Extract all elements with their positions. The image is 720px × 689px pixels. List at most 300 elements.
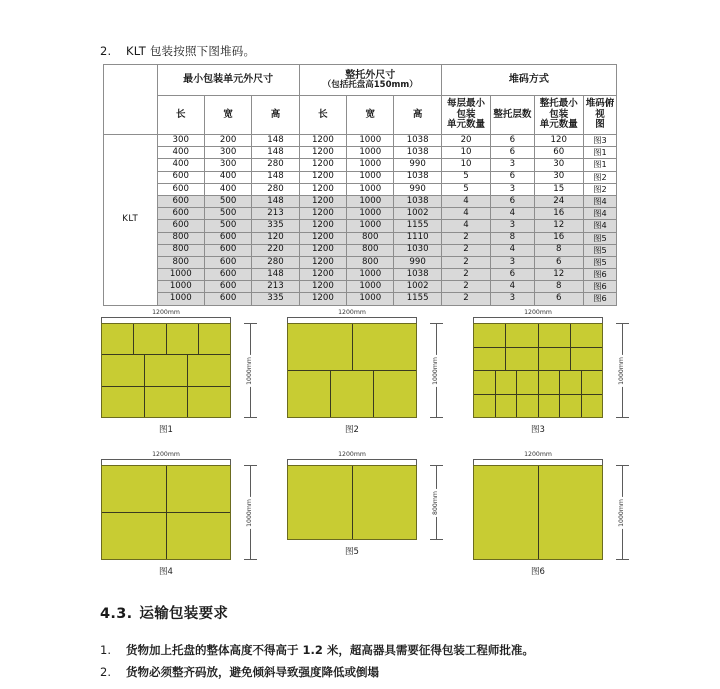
pallet-row: [474, 348, 602, 372]
width-dimension: [287, 452, 417, 465]
pallet-box: [496, 395, 518, 418]
cell-pallet-height: 1002: [394, 281, 441, 293]
cell-units-per-layer: 5: [441, 171, 490, 183]
pallet-box: [167, 466, 231, 512]
cell-units-per-layer: 2: [441, 232, 490, 244]
pallet-top-view: [101, 323, 231, 418]
cell-unit-length: 600: [157, 171, 204, 183]
cell-units-per-layer: 10: [441, 159, 490, 171]
cell-unit-width: 500: [204, 195, 251, 207]
cell-pallet-height: 1038: [394, 171, 441, 183]
cell-unit-length: 600: [157, 183, 204, 195]
pallet-box: [474, 395, 496, 418]
pallet-row: [474, 324, 602, 348]
cell-pallet-height: 990: [394, 183, 441, 195]
cell-pallet-height: 1110: [394, 232, 441, 244]
header-group-pallet-size-line1: 整托外尺寸: [345, 69, 396, 81]
cell-figure-ref: 图5: [583, 244, 616, 256]
header-units-per-layer: [441, 96, 490, 135]
height-tick-bottom: [616, 417, 629, 418]
cell-units-per-layer: 2: [441, 293, 490, 305]
cell-unit-height: 280: [252, 183, 299, 195]
diagram-4: [95, 452, 281, 577]
section-title: 运输包装要求: [139, 606, 229, 622]
width-dimension-label: 1200mm: [287, 309, 417, 317]
cell-layer-count: 3: [491, 256, 534, 268]
header-group-pallet-size-line2: （包括托盘高150mm）: [322, 79, 418, 90]
pallet-box: [102, 387, 145, 417]
header-stack-topview: [583, 96, 616, 135]
list-item-text: 货物加上托盘的整体高度不得高于 1.2 米，超高器具需要征得包装工程师批准。: [126, 643, 534, 657]
cell-unit-width: 400: [204, 183, 251, 195]
cell-units-per-pallet: 8: [534, 244, 583, 256]
pallet-box: [582, 371, 603, 394]
diagram-caption: 图5: [345, 547, 359, 557]
pallet-box: [102, 355, 145, 385]
list-item: [100, 640, 700, 662]
cell-pallet-height: 1038: [394, 135, 441, 147]
diagram-caption: 图1: [159, 425, 173, 435]
cell-unit-width: 200: [204, 135, 251, 147]
cell-unit-height: 148: [252, 135, 299, 147]
cell-unit-length: 1000: [157, 281, 204, 293]
cell-unit-height: 280: [252, 256, 299, 268]
pallet-box: [288, 324, 353, 370]
cell-units-per-layer: 2: [441, 244, 490, 256]
cell-figure-ref: 图6: [583, 281, 616, 293]
cell-figure-ref: 图3: [583, 135, 616, 147]
cell-unit-height: 335: [252, 293, 299, 305]
pallet-box: [571, 348, 602, 371]
cell-units-per-pallet: 15: [534, 183, 583, 195]
cell-unit-height: 213: [252, 281, 299, 293]
cell-layer-count: 4: [491, 244, 534, 256]
cell-pallet-length: 1200: [299, 147, 346, 159]
header-pallet-height: 高: [394, 96, 441, 135]
cell-pallet-height: 990: [394, 159, 441, 171]
pallet-row: [288, 371, 416, 417]
table-row: [104, 147, 617, 159]
diagram-1: [95, 310, 281, 435]
height-dimension-label: 800mm: [431, 490, 439, 515]
cell-units-per-pallet: 12: [534, 269, 583, 281]
cell-unit-length: 600: [157, 208, 204, 220]
cell-pallet-height: 1038: [394, 269, 441, 281]
height-tick-top: [244, 323, 257, 324]
cell-figure-ref: 图5: [583, 256, 616, 268]
height-tick-bottom: [430, 539, 443, 540]
height-tick-top: [430, 465, 443, 466]
cell-pallet-width: 1000: [347, 135, 394, 147]
cell-pallet-width: 1000: [347, 220, 394, 232]
width-dimension-label: 1200mm: [287, 451, 417, 459]
pallet-box: [539, 395, 561, 418]
height-dimension-label: 1000mm: [617, 356, 625, 385]
diagram-inner: [287, 310, 447, 435]
cell-layer-count: 6: [491, 171, 534, 183]
height-dimension: [243, 323, 257, 418]
pallet-box: [145, 387, 188, 417]
pallet-box: [560, 395, 582, 418]
cell-units-per-pallet: 30: [534, 159, 583, 171]
pallet-box: [506, 348, 538, 371]
cell-layer-count: 6: [491, 269, 534, 281]
cell-figure-ref: 图4: [583, 208, 616, 220]
height-dimension-label: 1000mm: [431, 356, 439, 385]
pallet-box: [102, 466, 167, 512]
cell-unit-width: 600: [204, 232, 251, 244]
header-unit-height: 高: [252, 96, 299, 135]
table-sub-header-row: [104, 96, 617, 135]
cell-pallet-width: 1000: [347, 171, 394, 183]
cell-unit-width: 300: [204, 159, 251, 171]
width-dimension-label: 1200mm: [473, 451, 603, 459]
cell-units-per-layer: 10: [441, 147, 490, 159]
klt-packaging-spec-table: [103, 64, 617, 306]
cell-layer-count: 3: [491, 220, 534, 232]
width-dimension-label: 1200mm: [101, 451, 231, 459]
header-units-per-pallet-line1: 整托最小: [539, 98, 578, 110]
cell-unit-width: 600: [204, 293, 251, 305]
cell-pallet-length: 1200: [299, 293, 346, 305]
list-item-number: 2.: [100, 664, 111, 679]
cell-unit-length: 800: [157, 244, 204, 256]
cell-pallet-length: 1200: [299, 159, 346, 171]
header-stack-topview-line1: 堆码俯视: [585, 98, 615, 120]
table-row: [104, 244, 617, 256]
cell-layer-count: 8: [491, 232, 534, 244]
diagram-inner: [473, 452, 633, 577]
cell-unit-length: 600: [157, 195, 204, 207]
cell-pallet-length: 1200: [299, 183, 346, 195]
cell-units-per-layer: 4: [441, 208, 490, 220]
cell-layer-count: 3: [491, 159, 534, 171]
pallet-box: [288, 466, 353, 539]
header-unit-width: 宽: [204, 96, 251, 135]
pallet-row: [102, 355, 230, 386]
diagram-row-top: [95, 310, 655, 435]
pallet-box: [102, 513, 167, 559]
stacking-diagrams: [95, 310, 655, 577]
diagram-caption: 图4: [159, 567, 173, 577]
section-heading: [100, 602, 228, 623]
pallet-box: [474, 348, 506, 371]
cell-units-per-pallet: 6: [534, 293, 583, 305]
header-pallet-width: 宽: [347, 96, 394, 135]
table-row: [104, 220, 617, 232]
table-group-header-row: [104, 65, 617, 96]
table-row: [104, 256, 617, 268]
cell-unit-width: 600: [204, 281, 251, 293]
pallet-box: [353, 324, 417, 370]
header-unit-length: 长: [157, 96, 204, 135]
pallet-box: [560, 371, 582, 394]
header-units-per-pallet-line2: 包装: [549, 108, 569, 120]
cell-figure-ref: 图2: [583, 171, 616, 183]
height-dimension-label: 1000mm: [245, 498, 253, 527]
table-body: [104, 135, 617, 306]
cell-unit-height: 148: [252, 171, 299, 183]
table-row: [104, 159, 617, 171]
pallet-box: [571, 324, 602, 347]
header-corner-blank: [104, 65, 158, 135]
diagram-3: [467, 310, 653, 435]
height-dimension: [429, 323, 443, 418]
header-units-per-pallet-line3: 单元数量: [539, 119, 578, 131]
cell-pallet-length: 1200: [299, 171, 346, 183]
cell-pallet-width: 800: [347, 232, 394, 244]
height-tick-bottom: [616, 559, 629, 560]
height-tick-top: [616, 465, 629, 466]
height-tick-bottom: [430, 417, 443, 418]
cell-unit-height: 335: [252, 220, 299, 232]
diagram-caption: 图2: [345, 425, 359, 435]
pallet-row: [102, 513, 230, 559]
diagram-caption: 图6: [531, 567, 545, 577]
cell-figure-ref: 图1: [583, 147, 616, 159]
header-layer-count: 整托层数: [491, 96, 534, 135]
pallet-row: [102, 324, 230, 355]
cell-units-per-layer: 4: [441, 220, 490, 232]
cell-pallet-length: 1200: [299, 195, 346, 207]
cell-unit-height: 148: [252, 147, 299, 159]
header-group-min-unit-size: 最小包装单元外尺寸: [157, 65, 299, 96]
pallet-box: [539, 371, 561, 394]
width-dimension: [473, 310, 603, 323]
pallet-box: [353, 466, 417, 539]
pallet-box: [474, 324, 506, 347]
cell-units-per-pallet: 60: [534, 147, 583, 159]
cell-unit-length: 400: [157, 159, 204, 171]
pallet-box: [331, 371, 374, 417]
cell-figure-ref: 图4: [583, 220, 616, 232]
cell-unit-length: 800: [157, 232, 204, 244]
pallet-top-view: [473, 465, 603, 560]
intro-paragraph: [100, 43, 255, 59]
cell-units-per-pallet: 8: [534, 281, 583, 293]
pallet-box: [517, 395, 539, 418]
pallet-top-view: [101, 465, 231, 560]
height-tick-bottom: [244, 417, 257, 418]
cell-unit-length: 600: [157, 220, 204, 232]
cell-units-per-pallet: 120: [534, 135, 583, 147]
pallet-box: [167, 324, 199, 354]
table-row: [104, 208, 617, 220]
width-dimension: [473, 452, 603, 465]
header-pallet-length: 长: [299, 96, 346, 135]
pallet-top-view: [473, 323, 603, 418]
header-units-per-layer-line3: 单元数量: [447, 119, 486, 131]
pallet-box: [539, 324, 571, 347]
width-dimension: [287, 310, 417, 323]
pallet-box: [374, 371, 416, 417]
table-header: [104, 65, 617, 135]
header-group-stacking-method: 堆码方式: [441, 65, 616, 96]
cell-unit-width: 600: [204, 269, 251, 281]
cell-pallet-height: 1155: [394, 293, 441, 305]
cell-unit-height: 120: [252, 232, 299, 244]
section-number: 4.3.: [100, 606, 133, 622]
width-dimension: [101, 310, 231, 323]
cell-unit-length: 400: [157, 147, 204, 159]
cell-layer-count: 3: [491, 293, 534, 305]
diagram-inner: [473, 310, 633, 435]
cell-units-per-layer: 2: [441, 256, 490, 268]
pallet-row: [474, 466, 602, 559]
pallet-top-view: [287, 465, 417, 540]
height-dimension: [429, 465, 443, 540]
requirements-list: [100, 640, 700, 684]
cell-unit-width: 500: [204, 208, 251, 220]
cell-figure-ref: 图1: [583, 159, 616, 171]
cell-unit-height: 280: [252, 159, 299, 171]
cell-unit-height: 148: [252, 269, 299, 281]
cell-layer-count: 3: [491, 183, 534, 195]
cell-unit-length: 800: [157, 256, 204, 268]
cell-units-per-pallet: 6: [534, 256, 583, 268]
header-stack-topview-line2: 图: [595, 119, 605, 131]
cell-figure-ref: 图2: [583, 183, 616, 195]
diagram-row-bottom: [95, 452, 655, 577]
diagram-inner: [101, 452, 261, 577]
pallet-box: [199, 324, 230, 354]
diagram-inner: [287, 452, 447, 557]
intro-number: 2.: [100, 44, 112, 58]
table-row: [104, 281, 617, 293]
cell-unit-length: 300: [157, 135, 204, 147]
table-row: [104, 293, 617, 305]
cell-pallet-height: 1002: [394, 208, 441, 220]
pallet-box: [102, 324, 134, 354]
pallet-row: [288, 466, 416, 539]
width-dimension-label: 1200mm: [101, 309, 231, 317]
pallet-box: [474, 466, 539, 559]
cell-pallet-height: 990: [394, 256, 441, 268]
pallet-row: [474, 395, 602, 418]
cell-layer-count: 6: [491, 195, 534, 207]
width-dimension: [101, 452, 231, 465]
cell-layer-count: 6: [491, 147, 534, 159]
cell-units-per-pallet: 12: [534, 220, 583, 232]
table-row: [104, 195, 617, 207]
cell-unit-width: 400: [204, 171, 251, 183]
pallet-box: [506, 324, 538, 347]
cell-unit-width: 600: [204, 244, 251, 256]
cell-pallet-width: 1000: [347, 269, 394, 281]
cell-unit-height: 213: [252, 208, 299, 220]
cell-pallet-width: 1000: [347, 208, 394, 220]
height-tick-top: [616, 323, 629, 324]
height-tick-bottom: [244, 559, 257, 560]
cell-units-per-pallet: 16: [534, 208, 583, 220]
table-row: [104, 183, 617, 195]
diagram-5: [281, 452, 467, 577]
cell-pallet-width: 800: [347, 256, 394, 268]
pallet-row: [102, 387, 230, 417]
cell-pallet-width: 1000: [347, 183, 394, 195]
cell-pallet-height: 1038: [394, 195, 441, 207]
pallet-row: [102, 466, 230, 513]
cell-layer-count: 4: [491, 281, 534, 293]
pallet-box: [145, 355, 188, 385]
cell-unit-width: 300: [204, 147, 251, 159]
pallet-box: [539, 466, 603, 559]
cell-unit-length: 1000: [157, 293, 204, 305]
cell-unit-width: 600: [204, 256, 251, 268]
cell-units-per-layer: 20: [441, 135, 490, 147]
pallet-box: [288, 371, 331, 417]
cell-figure-ref: 图5: [583, 232, 616, 244]
cell-pallet-width: 1000: [347, 195, 394, 207]
cell-units-per-layer: 4: [441, 195, 490, 207]
cell-pallet-length: 1200: [299, 281, 346, 293]
header-units-per-layer-line1: 每层最小: [447, 98, 486, 110]
cell-pallet-length: 1200: [299, 208, 346, 220]
height-tick-top: [430, 323, 443, 324]
cell-units-per-pallet: 30: [534, 171, 583, 183]
cell-units-per-layer: 2: [441, 269, 490, 281]
cell-unit-height: 148: [252, 195, 299, 207]
header-units-per-pallet: [534, 96, 583, 135]
table-row: [104, 232, 617, 244]
cell-layer-count: 4: [491, 208, 534, 220]
cell-figure-ref: 图4: [583, 195, 616, 207]
row-label-klt: KLT: [104, 135, 158, 306]
diagram-2: [281, 310, 467, 435]
height-tick-top: [244, 465, 257, 466]
list-item: [100, 662, 700, 684]
cell-pallet-width: 800: [347, 244, 394, 256]
diagram-6: [467, 452, 653, 577]
pallet-box: [517, 371, 539, 394]
diagram-caption: 图3: [531, 425, 545, 435]
cell-pallet-length: 1200: [299, 256, 346, 268]
cell-pallet-length: 1200: [299, 244, 346, 256]
cell-pallet-length: 1200: [299, 220, 346, 232]
pallet-box: [582, 395, 603, 418]
height-dimension-label: 1000mm: [245, 356, 253, 385]
cell-figure-ref: 图6: [583, 293, 616, 305]
cell-units-per-layer: 5: [441, 183, 490, 195]
height-dimension: [243, 465, 257, 560]
cell-pallet-height: 1155: [394, 220, 441, 232]
pallet-box: [188, 387, 230, 417]
cell-pallet-length: 1200: [299, 135, 346, 147]
pallet-box: [539, 348, 571, 371]
cell-unit-width: 500: [204, 220, 251, 232]
cell-units-per-pallet: 16: [534, 232, 583, 244]
cell-units-per-pallet: 24: [534, 195, 583, 207]
pallet-box: [496, 371, 518, 394]
list-item-number: 1.: [100, 643, 111, 657]
spec-table-wrapper: [103, 64, 617, 306]
header-units-per-layer-line2: 包装: [456, 108, 476, 120]
pallet-box: [474, 371, 496, 394]
cell-figure-ref: 图6: [583, 269, 616, 281]
cell-pallet-width: 1000: [347, 293, 394, 305]
pallet-box: [188, 355, 230, 385]
cell-pallet-height: 1030: [394, 244, 441, 256]
pallet-row: [288, 324, 416, 371]
height-dimension: [615, 323, 629, 418]
cell-unit-length: 1000: [157, 269, 204, 281]
pallet-box: [167, 513, 231, 559]
cell-unit-height: 220: [252, 244, 299, 256]
diagram-inner: [101, 310, 261, 435]
cell-layer-count: 6: [491, 135, 534, 147]
width-dimension-label: 1200mm: [473, 309, 603, 317]
cell-pallet-length: 1200: [299, 269, 346, 281]
